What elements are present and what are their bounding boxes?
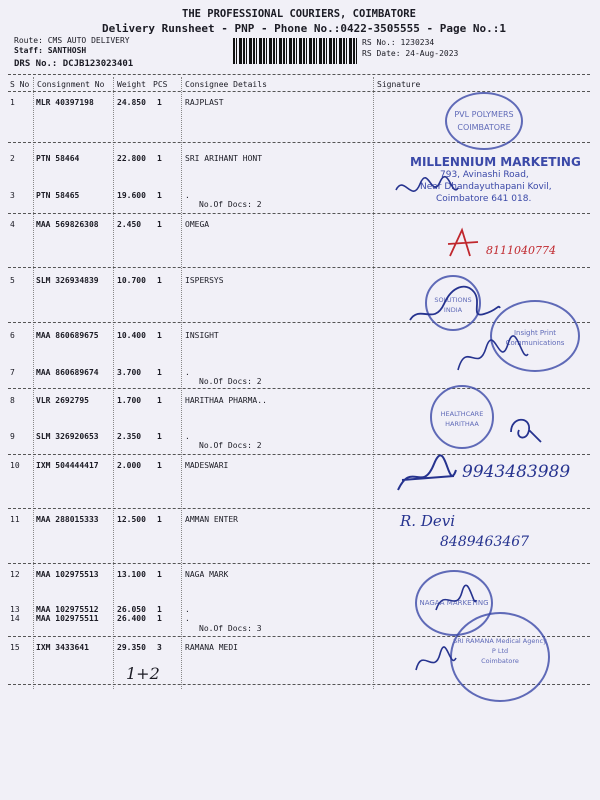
row-consignee: .: [185, 368, 190, 377]
row-pcs: 1: [157, 570, 162, 579]
row-consignment: MAA 288015333: [36, 515, 99, 524]
row-sno: 2: [10, 154, 15, 163]
row-consignee: MADESWARI: [185, 461, 229, 470]
row-consignee: INSIGHT: [185, 331, 219, 340]
col-divider: [33, 77, 34, 689]
row-pcs: 1: [157, 368, 162, 377]
medical-agency-stamp: SRI RAMANA Medical Agency P Ltd Coimbatore: [450, 612, 550, 702]
signature-millennium: [392, 170, 462, 210]
header-top-rule: [8, 74, 590, 75]
row-consignee: AMMAN ENTER: [185, 515, 238, 524]
solutions-stamp: SOLUTIONS INDIA: [425, 275, 481, 331]
millennium-address-3: Coimbatore 641 018.: [436, 194, 532, 204]
row-separator: [8, 213, 590, 214]
row-weight: 12.500: [117, 515, 146, 524]
signature-haritha: [505, 412, 545, 446]
row-weight: 10.700: [117, 276, 146, 285]
row-consignee: HARITHAA PHARMA..: [185, 396, 267, 405]
handwritten-pcs: 1+2: [126, 664, 160, 683]
row-consignment: MAA 860689674: [36, 368, 99, 377]
row-pcs: 1: [157, 331, 162, 340]
col-consignee: Consignee Details: [185, 80, 267, 89]
row-separator: [8, 508, 590, 509]
millennium-stamp-title: MILLENNIUM MARKETING: [410, 155, 581, 169]
row-weight: 26.400: [117, 614, 146, 623]
row-consignee: .: [185, 605, 190, 614]
row-pcs: 1: [157, 220, 162, 229]
signature-madeswari: [392, 450, 462, 500]
row-weight: 1.700: [117, 396, 142, 405]
row-separator: [8, 454, 590, 455]
row-consignment: IXM 504444417: [36, 461, 99, 470]
col-consignment: Consignment No: [37, 80, 105, 89]
row-sno: 12: [10, 570, 20, 579]
row-docs: No.Of Docs: 3: [199, 624, 262, 633]
row-consignee: OMEGA: [185, 220, 210, 229]
col-divider: [373, 77, 374, 689]
row-consignee: .: [185, 614, 190, 623]
row-consignee: NAGA MARK: [185, 570, 229, 579]
signature-ispersys: [404, 274, 504, 334]
col-signature: Signature: [377, 80, 421, 89]
col-divider: [113, 77, 114, 689]
row-weight: 19.600: [117, 191, 146, 200]
polymers-stamp: PVL POLYMERS COIMBATORE: [445, 92, 523, 150]
rs-number: RS No.: 1230234: [362, 38, 435, 47]
omega-phone: 8111040774: [486, 244, 556, 257]
row-docs: No.Of Docs: 2: [199, 441, 262, 450]
row-consignee: .: [185, 191, 190, 200]
row-sno: 6: [10, 331, 15, 340]
row-separator: [8, 267, 590, 268]
row-sno: 14: [10, 614, 20, 623]
row-pcs: 1: [157, 432, 162, 441]
millennium-address-1: 793, Avinashi Road,: [440, 170, 529, 180]
row-pcs: 1: [157, 605, 162, 614]
row-pcs: 1: [157, 154, 162, 163]
row-consignment: MAA 102975511: [36, 614, 99, 623]
row-weight: 10.400: [117, 331, 146, 340]
row-weight: 2.000: [117, 461, 142, 470]
staff-label: Staff: SANTHOSH: [14, 46, 87, 55]
row-consignee: RAMANA MEDI: [185, 643, 238, 652]
signature-ramana: [410, 640, 460, 680]
runsheet-subtitle: Delivery Runsheet - PNP - Phone No.:0422-3505555 - Page No.:1: [102, 22, 506, 35]
millennium-address-2: Near Dhandayuthapani Kovil,: [420, 182, 552, 192]
row-sno: 10: [10, 461, 20, 470]
col-pcs: PCS: [153, 80, 168, 89]
row-sno: 13: [10, 605, 20, 614]
drs-number: DRS No.: DCJB123023401: [14, 59, 134, 69]
row-sno: 5: [10, 276, 15, 285]
row-consignee: .: [185, 432, 190, 441]
row-pcs: 1: [157, 191, 162, 200]
row-weight: 13.100: [117, 570, 146, 579]
row-pcs: 1: [157, 98, 162, 107]
signature-insight: [452, 330, 532, 380]
col-sno: S No: [10, 80, 30, 89]
row-docs: No.Of Docs: 2: [199, 377, 262, 386]
rs-date: RS Date: 24-Aug-2023: [362, 49, 459, 58]
row-pcs: 1: [157, 515, 162, 524]
col-divider: [181, 77, 182, 689]
row-sno: 11: [10, 515, 20, 524]
row-consignment: PTN 58464: [36, 154, 80, 163]
amman-signature: R. Devi: [400, 512, 456, 530]
row-pcs: 1: [157, 461, 162, 470]
row-weight: 2.450: [117, 220, 142, 229]
row-sno: 8: [10, 396, 15, 405]
row-sno: 4: [10, 220, 15, 229]
row-consignment: SLM 326934839: [36, 276, 99, 285]
row-consignment: MAA 860689675: [36, 331, 99, 340]
row-consignment: IXM 3433641: [36, 643, 89, 652]
row-pcs: 1: [157, 276, 162, 285]
row-pcs: 1: [157, 614, 162, 623]
route-label: Route: CMS AUTO DELIVERY: [14, 36, 130, 45]
row-weight: 2.350: [117, 432, 142, 441]
row-weight: 22.800: [117, 154, 146, 163]
row-pcs: 1: [157, 396, 162, 405]
row-weight: 3.700: [117, 368, 142, 377]
nagaa-stamp: NAGAA MARKETING: [415, 570, 493, 636]
row-sno: 15: [10, 643, 20, 652]
row-sno: 9: [10, 432, 15, 441]
company-title: THE PROFESSIONAL COURIERS, COIMBATORE: [182, 8, 416, 20]
row-consignee: SRI ARIHANT HONT: [185, 154, 263, 163]
row-weight: 29.350: [117, 643, 146, 652]
signature-naga: [430, 580, 480, 620]
row-consignment: PTN 58465: [36, 191, 80, 200]
signature-omega: [444, 226, 484, 262]
healthcare-stamp: HEALTHCARE HARITHAA: [430, 385, 494, 449]
row-pcs: 3: [157, 643, 162, 652]
row-weight: 24.850: [117, 98, 146, 107]
row-consignment: MAA 569826308: [36, 220, 99, 229]
row-consignment: SLM 326920653: [36, 432, 99, 441]
barcode: [233, 38, 357, 64]
row-consignment: MAA 102975512: [36, 605, 99, 614]
amman-phone: 8489463467: [440, 534, 530, 550]
row-consignment: MAA 102975513: [36, 570, 99, 579]
row-docs: No.Of Docs: 2: [199, 200, 262, 209]
row-sno: 7: [10, 368, 15, 377]
row-consignee: ISPERSYS: [185, 276, 224, 285]
print-communications-stamp: Insight Print Communications: [490, 300, 580, 372]
header-bottom-rule: [8, 91, 590, 92]
row-separator: [8, 563, 590, 564]
madeswari-phone: 9943483989: [462, 462, 571, 482]
row-sno: 3: [10, 191, 15, 200]
row-weight: 26.050: [117, 605, 146, 614]
row-sno: 1: [10, 98, 15, 107]
row-separator: [8, 388, 590, 389]
row-consignment: VLR 2692795: [36, 396, 89, 405]
row-consignment: MLR 40397198: [36, 98, 94, 107]
row-consignee: RAJPLAST: [185, 98, 224, 107]
col-weight: Weight: [117, 80, 146, 89]
